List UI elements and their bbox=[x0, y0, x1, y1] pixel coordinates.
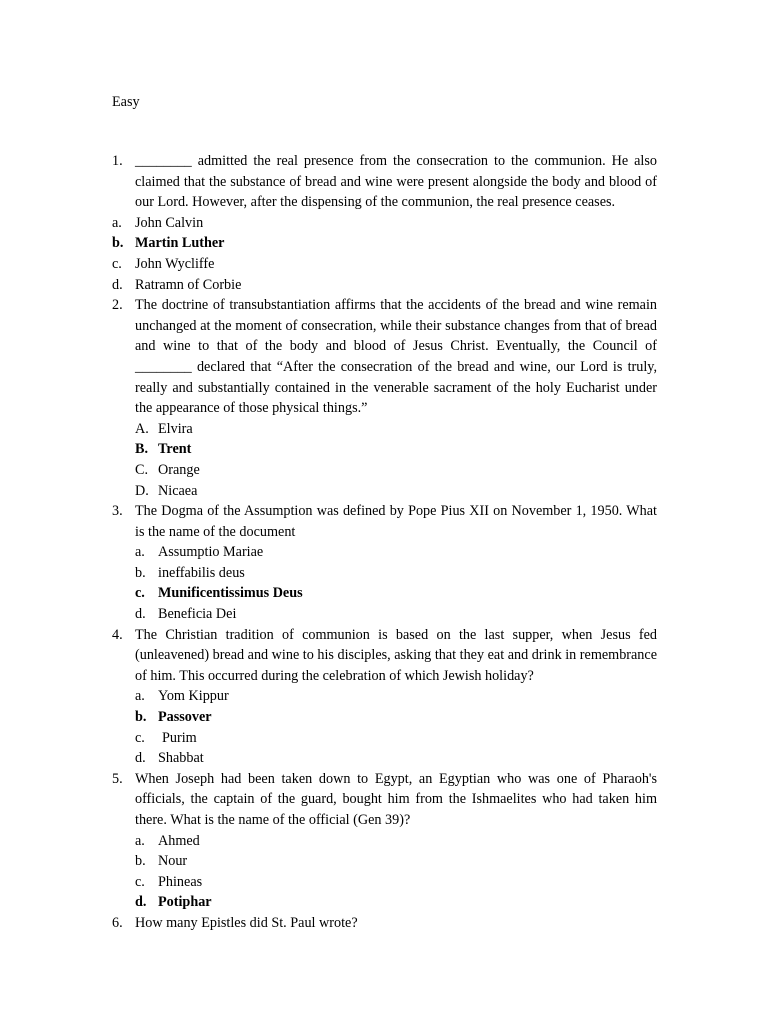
question-1-option-b-correct bbox=[112, 233, 657, 254]
option-text: Martin Luther bbox=[135, 235, 225, 252]
option-label: c. bbox=[112, 255, 122, 272]
option-label: d. bbox=[135, 750, 146, 767]
question-3 bbox=[112, 501, 657, 542]
question-3-option-a bbox=[112, 542, 657, 563]
option-text: Orange bbox=[158, 461, 200, 478]
question-2 bbox=[112, 295, 657, 419]
question-5-option-c bbox=[112, 872, 657, 893]
question-2-option-c bbox=[112, 460, 657, 481]
question-text: The Dogma of the Assumption was defined by Pope Pius XII on November 1, 1950. What is the name of the document bbox=[135, 503, 657, 540]
option-text: Nicaea bbox=[158, 482, 198, 499]
question-5-option-a bbox=[112, 831, 657, 852]
option-label: b. bbox=[135, 709, 147, 726]
option-text: Assumptio Mariae bbox=[158, 544, 264, 561]
question-list bbox=[112, 151, 657, 934]
option-text: Ratramn of Corbie bbox=[135, 276, 242, 293]
question-text: When Joseph had been taken down to Egypt, an Egyptian who was one of Pharaoh's officials, the captain of the guard, bought him from the Ishmaelites who had taken him there. What is the name of the official (Gen 39)? bbox=[135, 770, 657, 828]
question-number: 5. bbox=[112, 770, 123, 787]
question-1 bbox=[112, 151, 657, 213]
option-label: b. bbox=[112, 235, 124, 252]
option-label: b. bbox=[135, 853, 146, 870]
question-4-option-a bbox=[112, 686, 657, 707]
question-4-option-c bbox=[112, 728, 657, 749]
question-4 bbox=[112, 625, 657, 687]
question-number: 1. bbox=[112, 153, 123, 169]
option-label: A. bbox=[135, 420, 149, 437]
option-text: Munificentissimus Deus bbox=[158, 585, 303, 602]
option-label: a. bbox=[135, 832, 145, 849]
question-number: 2. bbox=[112, 297, 123, 314]
option-text: Trent bbox=[158, 441, 192, 458]
option-label: a. bbox=[112, 214, 122, 231]
option-text: Yom Kippur bbox=[158, 688, 229, 705]
question-number: 6. bbox=[112, 914, 123, 931]
option-label: d. bbox=[135, 894, 147, 911]
option-text: Potiphar bbox=[158, 894, 212, 911]
question-text: ________ admitted the real presence from the consecration to the communion. He also claimed that the substance of bread and wine were present alongside the body and blood of our Lord. However, after the dispensing of the communion, the real presence ceases. bbox=[135, 153, 657, 211]
option-label: D. bbox=[135, 482, 149, 499]
option-text: Nour bbox=[158, 853, 188, 870]
option-label: B. bbox=[135, 441, 149, 458]
question-5-option-b bbox=[112, 851, 657, 872]
question-1-option-a bbox=[112, 213, 657, 234]
question-1-option-d bbox=[112, 275, 657, 296]
option-label: b. bbox=[135, 564, 146, 581]
option-text: ineffabilis deus bbox=[158, 564, 245, 581]
question-2-option-b-correct bbox=[112, 439, 657, 460]
option-text: Shabbat bbox=[158, 750, 204, 767]
option-text: Ahmed bbox=[158, 832, 200, 849]
question-5 bbox=[112, 769, 657, 831]
option-text: Phineas bbox=[158, 873, 203, 890]
option-text: Elvira bbox=[158, 420, 193, 437]
question-6 bbox=[112, 913, 657, 934]
option-label: C. bbox=[135, 461, 149, 478]
question-text: The Christian tradition of communion is based on the last supper, when Jesus fed (unleavened) bread and wine to his disciples, asking that they eat and drink in remembrance of him. This occurred during the celebration of which Jewish holiday? bbox=[135, 626, 658, 684]
question-3-option-c-correct bbox=[112, 583, 657, 604]
option-label: a. bbox=[135, 688, 145, 705]
question-3-option-b bbox=[112, 563, 657, 584]
question-text: How many Epistles did St. Paul wrote? bbox=[135, 914, 358, 931]
option-text: Purim bbox=[162, 729, 197, 746]
option-label: c. bbox=[135, 873, 145, 890]
option-label: d. bbox=[112, 276, 123, 293]
section-heading: Easy bbox=[112, 94, 140, 110]
question-text: The doctrine of transubstantiation affirms that the accidents of the bread and wine remain unchanged at the moment of consecration, while their substance changes from that of bread and wine to that of the body and blood of Jesus Christ. Eventually, the Council of ________ declared that “After the consecration of the bread and wine, our Lord is truly, really and substantially contained in the venerable sacrament of the holy Eucharist under the appearance of those physical things.” bbox=[135, 297, 657, 417]
option-text: Passover bbox=[158, 709, 212, 726]
option-label: d. bbox=[135, 606, 146, 623]
question-4-option-b-correct bbox=[112, 707, 657, 728]
option-label: c. bbox=[135, 585, 145, 602]
question-5-option-d-correct bbox=[112, 892, 657, 913]
option-text: Beneficia Dei bbox=[158, 606, 237, 623]
question-3-option-d bbox=[112, 604, 657, 625]
option-text: John Calvin bbox=[135, 214, 204, 231]
question-1-option-c bbox=[112, 254, 657, 275]
question-number: 3. bbox=[112, 503, 123, 520]
question-2-option-d bbox=[112, 481, 657, 502]
question-4-option-d bbox=[112, 748, 657, 769]
question-number: 4. bbox=[112, 626, 123, 643]
option-label: c. bbox=[135, 729, 145, 746]
option-label: a. bbox=[135, 544, 145, 561]
option-text: John Wycliffe bbox=[135, 255, 215, 272]
question-2-option-a bbox=[112, 419, 657, 440]
